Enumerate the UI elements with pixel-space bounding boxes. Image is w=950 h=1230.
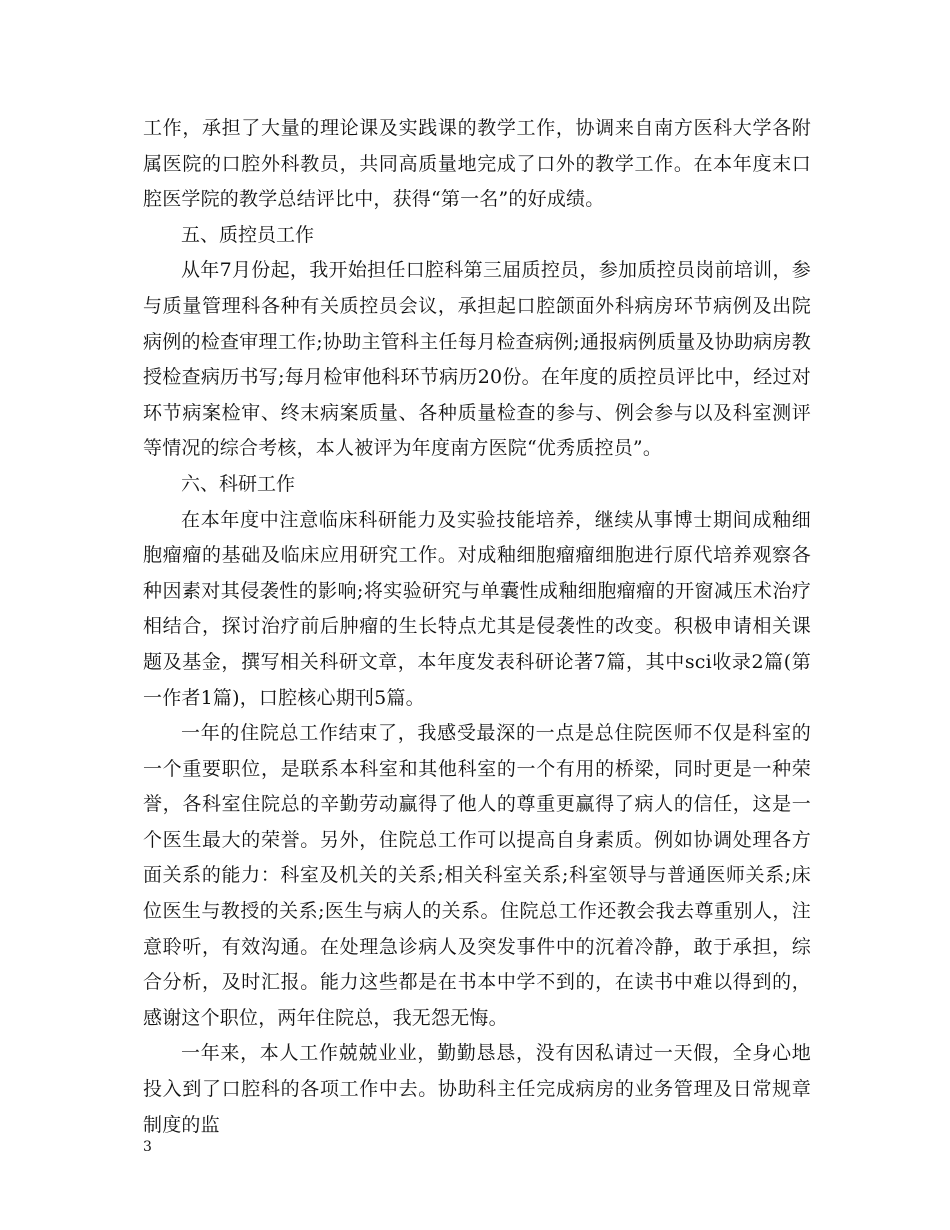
paragraph-dedication: 一年来，本人工作兢兢业业，勤勤恳恳，没有因私请过一天假，全身心地投入到了口腔科的各项工作中去。协助科主任完成病房的业务管理及日常规章制度的监 [143, 1042, 811, 1136]
document-body [143, 111, 811, 1143]
paragraph-reflection: 一年的住院总工作结束了，我感受最深的一点是总住院医师不仅是科室的一个重要职位，是联系本科室和其他科室的一个有用的桥梁，同时更是一种荣誉，各科室住院总的辛勤劳动赢得了他人的尊重更赢得了病人的信任，这是一个医生最大的荣誉。另外，住院总工作可以提高自身素质。例如协调处理各方面关系的能力：科室及机关的关系;相关科室关系;科室领导与普通医师关系;床位医生与教授的关系;医生与病人的关系。住院总工作还教会我去尊重别人，注意聆听，有效沟通。在处理急诊病人及突发事件中的沉着冷静，敢于承担，综合分析，及时汇报。能力这些都是在书本中学不到的，在读书中难以得到的，感谢这个职位，两年住院总，我无怨无悔。 [143, 722, 811, 1029]
paragraph-teaching-continued: 工作，承担了大量的理论课及实践课的教学工作，协调来自南方医科大学各附属医院的口腔外科教员，共同高质量地完成了口外的教学工作。在本年度末口腔医学院的教学总结评比中，获得“第一名”的好成绩。 [143, 117, 811, 211]
section-heading-quality-control: 五、质控员工作 [181, 223, 315, 246]
paragraph-quality-control: 从年7月份起，我开始担任口腔科第三届质控员，参加质控员岗前培训，参与质量管理科各种有关质控员会议，承担起口腔颌面外科病房环节病例及出院病例的检查审理工作;协助主管科主任每月检查病例;通报病例质量及协助病房教授检查病历书写;每月检审他科环节病历20份。在年度的质控员评比中，经过对环节病案检审、终末病案质量、各种质量检查的参与、例会参与以及科室测评等情况的综合考核，本人被评为年度南方医院“优秀质控员”。 [143, 259, 811, 460]
page-number: 3 [143, 1139, 152, 1155]
section-heading-research: 六、科研工作 [181, 472, 296, 495]
paragraph-research: 在本年度中注意临床科研能力及实验技能培养，继续从事博士期间成釉细胞瘤瘤的基础及临床应用研究工作。对成釉细胞瘤瘤细胞进行原代培养观察各种因素对其侵袭性的影响;将实验研究与单囊性成釉细胞瘤瘤的开窗减压术治疗相结合，探讨治疗前后肿瘤的生长特点尤其是侵袭性的改变。积极申请相关课题及基金，撰写相关科研文章，本年度发表科研论著7篇，其中sci收录2篇(第一作者1篇)，口腔核心期刊5篇。 [143, 508, 811, 709]
